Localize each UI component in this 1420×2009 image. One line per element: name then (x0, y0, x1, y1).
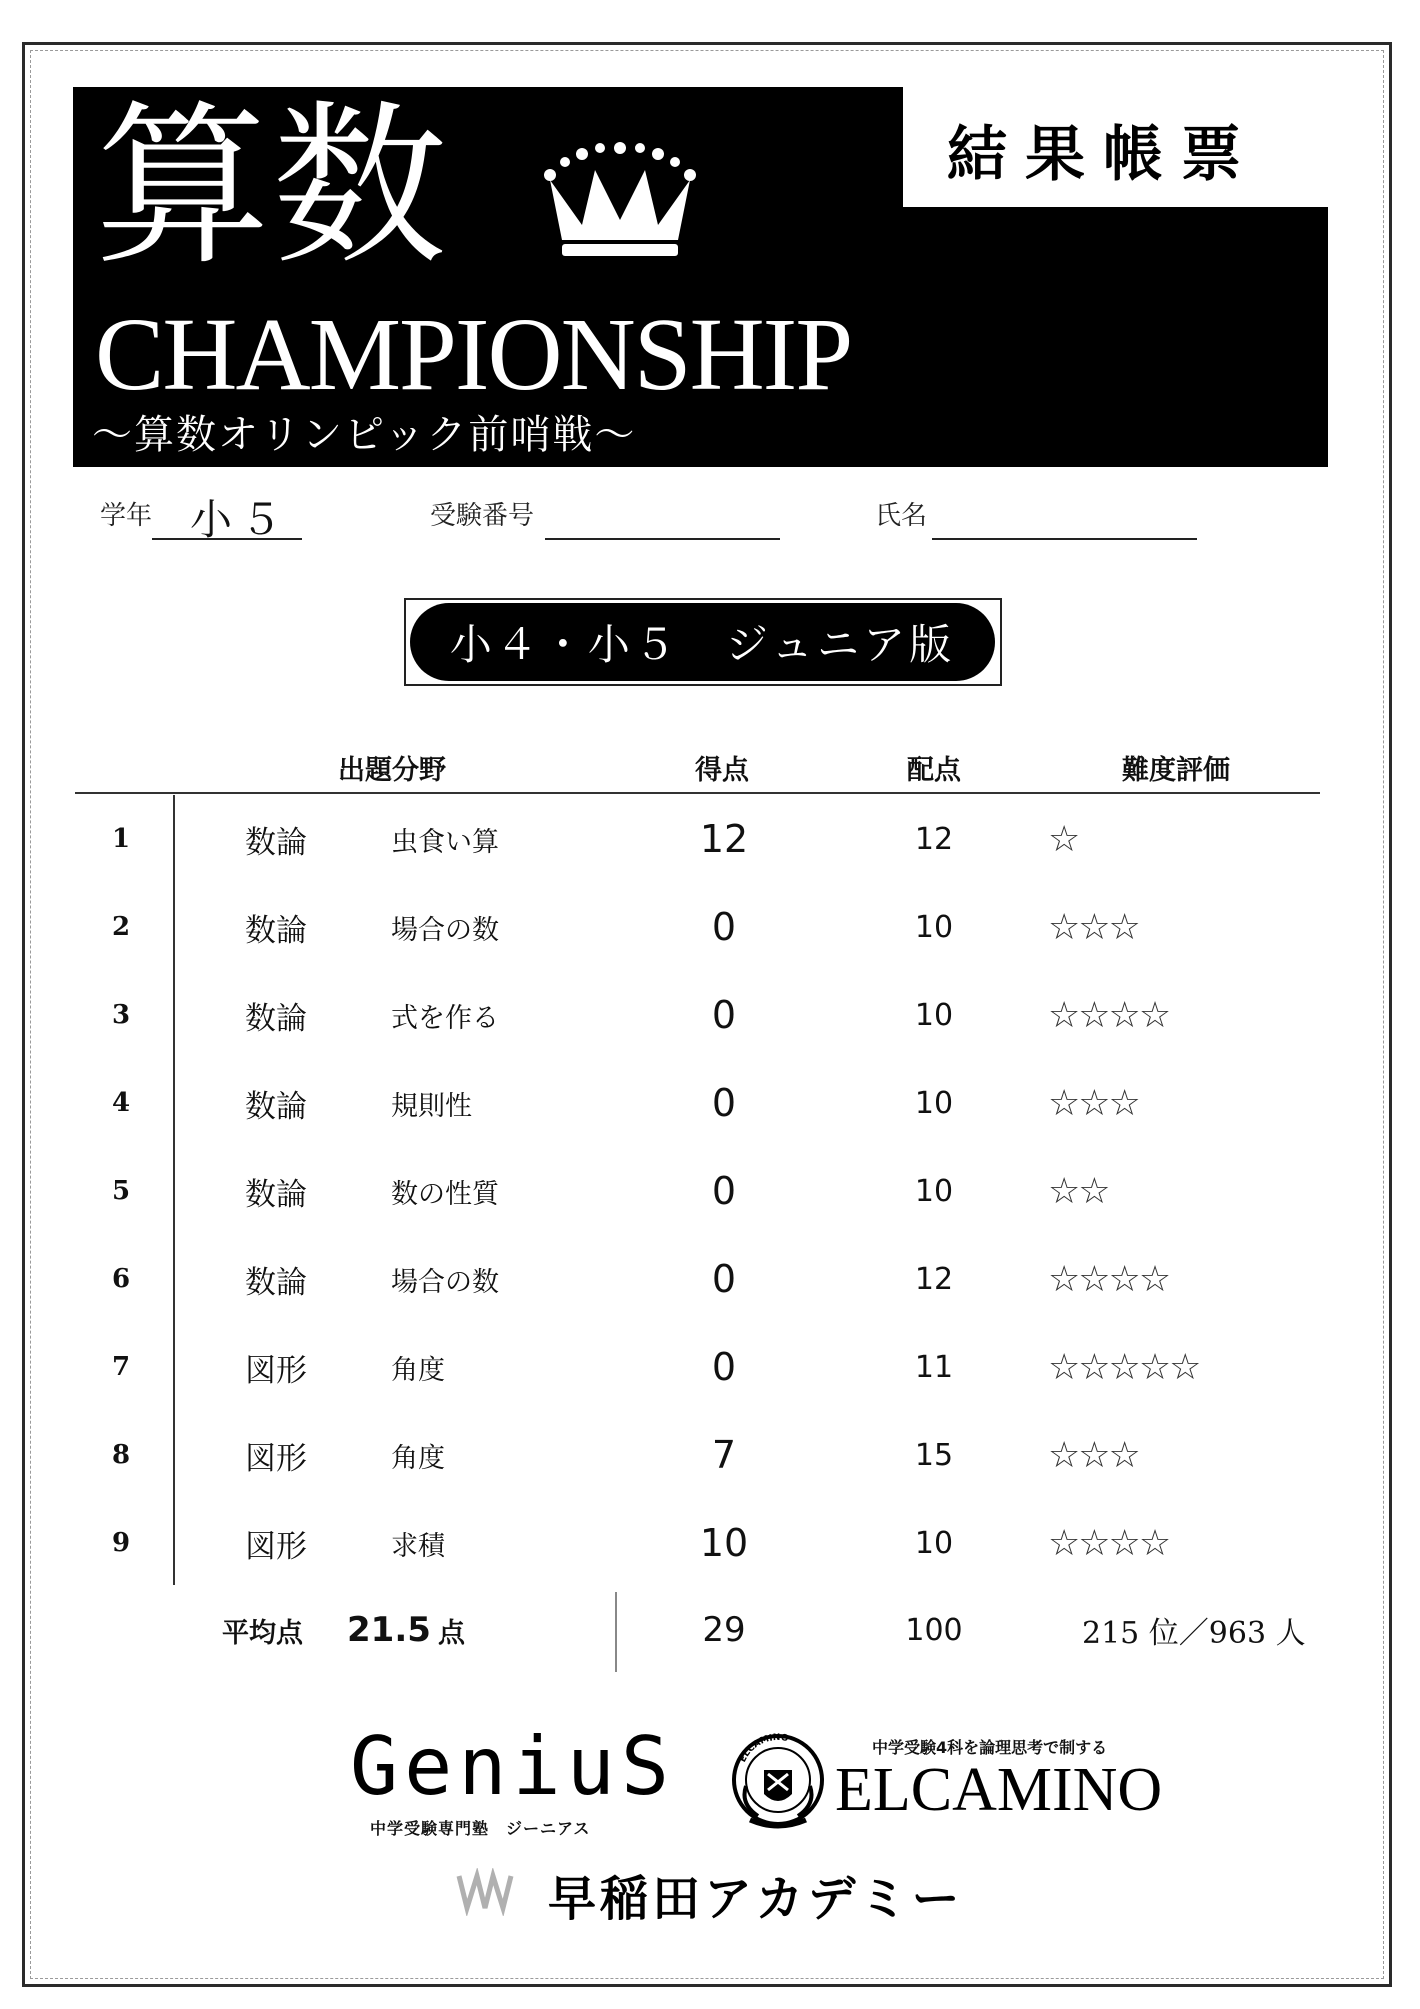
row-number: 7 (112, 1352, 131, 1382)
header-difficulty: 難度評価 (1122, 755, 1230, 786)
table-divider (75, 792, 1320, 794)
table-row (0, 971, 1420, 1059)
row-score: 0 (711, 1345, 737, 1389)
row-topic: 角度 (391, 1354, 445, 1386)
row-score: 0 (711, 993, 737, 1037)
row-max: 10 (914, 909, 954, 945)
row-number: 8 (112, 1440, 131, 1470)
row-max: 12 (914, 821, 954, 857)
elcamino-emblem-icon (728, 1724, 828, 1840)
title-subtitle: ～算数オリンピック前哨戦～ (92, 412, 637, 458)
table-row (0, 795, 1420, 883)
row-score: 0 (711, 1081, 737, 1125)
name-underline (932, 538, 1197, 540)
elcamino-logo: ELCAMINO (835, 1756, 1163, 1824)
row-max: 10 (914, 1173, 954, 1209)
exam-number-label: 受験番号 (430, 501, 535, 531)
row-field: 数論 (245, 1264, 307, 1301)
row-number: 9 (112, 1528, 131, 1558)
row-max: 10 (914, 1525, 954, 1561)
table-row (0, 1147, 1420, 1235)
svg-text:ELCAMINO: ELCAMINO (738, 1732, 790, 1765)
header-max: 配点 (907, 755, 961, 786)
genius-logo: GeniuS (350, 1720, 675, 1813)
exam-number-underline (545, 538, 780, 540)
title-english: CHAMPIONSHIP (95, 297, 852, 412)
row-number: 6 (112, 1264, 131, 1294)
row-score: 0 (711, 1169, 737, 1213)
crown-icon (540, 140, 700, 260)
row-max: 15 (914, 1437, 954, 1473)
row-score: 0 (711, 905, 737, 949)
row-max: 12 (914, 1261, 954, 1297)
row-field: 数論 (245, 824, 307, 861)
row-max: 10 (914, 997, 954, 1033)
row-topic: 場合の数 (391, 914, 499, 946)
row-max: 11 (914, 1349, 954, 1385)
grade-value: 小５ (190, 495, 291, 544)
row-number: 4 (112, 1088, 131, 1118)
summary-divider (615, 1592, 617, 1672)
total-score: 29 (702, 1610, 746, 1650)
table-row (0, 1411, 1420, 1499)
edition-badge: 小４・小５ ジュニア版 (410, 603, 995, 681)
row-score: 12 (699, 817, 749, 861)
table-row (0, 1059, 1420, 1147)
table-row (0, 1235, 1420, 1323)
name-label: 氏名 (875, 501, 928, 531)
waseda-logo: 早稲田アカデミー (548, 1871, 964, 1927)
row-topic: 場合の数 (391, 1266, 499, 1298)
row-difficulty-stars: ☆☆☆☆ (1048, 994, 1170, 1036)
result-label: 結果帳票 (947, 120, 1259, 190)
row-field: 数論 (245, 1000, 307, 1037)
row-number: 2 (112, 912, 131, 942)
row-topic: 規則性 (391, 1090, 472, 1122)
average-value: 21.5 (347, 1610, 431, 1650)
total-max: 100 (905, 1612, 963, 1648)
row-score: 0 (711, 1257, 737, 1301)
table-row (0, 1499, 1420, 1587)
grade-label: 学年 (100, 501, 153, 531)
waseda-mark-icon (455, 1868, 515, 1916)
elcamino-tagline: 中学受験4科を論理思考で制する (872, 1738, 1108, 1757)
table-row (0, 1323, 1420, 1411)
row-field: 数論 (245, 912, 307, 949)
grade-underline (152, 538, 302, 540)
title-kanji: 算数 (95, 86, 449, 289)
row-difficulty-stars: ☆☆☆☆ (1048, 1522, 1170, 1564)
row-topic: 求積 (391, 1530, 445, 1562)
row-score: 10 (699, 1521, 749, 1565)
row-difficulty-stars: ☆☆ (1048, 1170, 1109, 1212)
row-number: 3 (112, 1000, 131, 1030)
header-score: 得点 (695, 755, 749, 786)
average-label: 平均点 (222, 1617, 303, 1649)
row-difficulty-stars: ☆☆☆ (1048, 1082, 1139, 1124)
row-max: 10 (914, 1085, 954, 1121)
average-unit: 点 (438, 1617, 465, 1649)
row-difficulty-stars: ☆☆☆☆ (1048, 1258, 1170, 1300)
table-row (0, 883, 1420, 971)
row-number: 1 (112, 824, 131, 854)
row-topic: 数の性質 (391, 1178, 499, 1210)
row-field: 図形 (245, 1352, 307, 1389)
row-difficulty-stars: ☆☆☆☆☆ (1048, 1346, 1200, 1388)
row-difficulty-stars: ☆☆☆ (1048, 906, 1139, 948)
genius-subtitle: 中学受験専門塾 ジーニアス (370, 1819, 591, 1838)
row-field: 図形 (245, 1440, 307, 1477)
row-field: 数論 (245, 1088, 307, 1125)
rank: 215 位／963 人 (1082, 1616, 1306, 1651)
row-number: 5 (112, 1176, 131, 1206)
row-score: 7 (711, 1433, 737, 1477)
row-topic: 式を作る (391, 1002, 499, 1034)
row-topic: 角度 (391, 1442, 445, 1474)
row-field: 図形 (245, 1528, 307, 1565)
row-difficulty-stars: ☆☆☆ (1048, 1434, 1139, 1476)
header-field: 出題分野 (338, 755, 446, 786)
row-difficulty-stars: ☆ (1048, 818, 1079, 860)
row-topic: 虫食い算 (391, 826, 499, 858)
row-field: 数論 (245, 1176, 307, 1213)
